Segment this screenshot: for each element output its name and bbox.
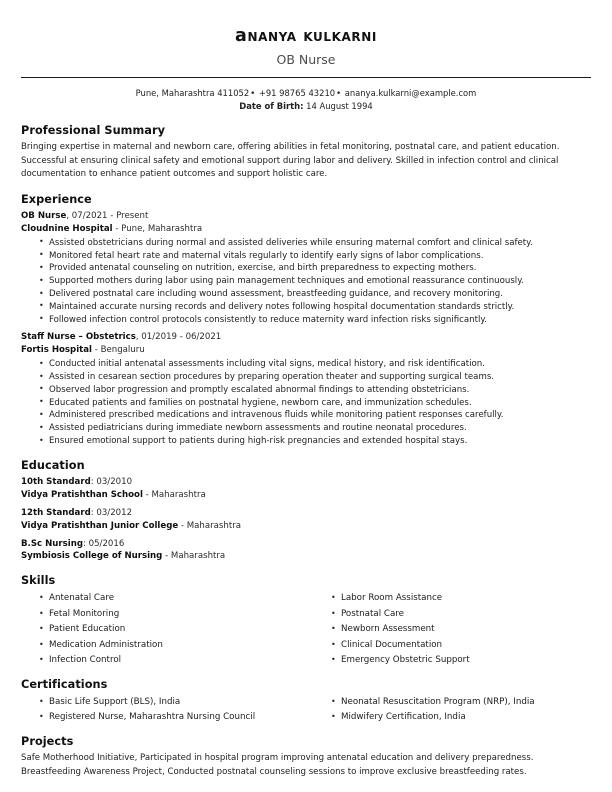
experience-bullet: • Assisted in cesarean section procedures by preparing operation theater and supporting surgical teams.	[49, 371, 591, 384]
skill-item: • Fetal Monitoring	[49, 607, 313, 622]
education-degree-line	[21, 507, 591, 520]
contact-email[interactable]: ananya.kulkarni@example.com	[344, 88, 477, 99]
education-place: - Maharashtra	[178, 520, 242, 531]
project-line: Breastfeeding Awareness Project, Conducted postnatal counseling sessions to improve exclusive breastfeeding rates.	[21, 766, 527, 777]
skill-item: • Newborn Assessment	[341, 622, 605, 637]
section-professional-summary	[21, 124, 591, 182]
education-school: Vidya Pratishthan Junior College	[21, 520, 179, 531]
experience-place: - Bengaluru	[92, 345, 145, 356]
education-school: Vidya Pratishthan School	[21, 489, 143, 500]
certifications-columns	[21, 695, 591, 726]
skill-item: • Infection Control	[49, 653, 313, 668]
education-school-line	[21, 550, 591, 563]
skill-item: • Postnatal Care	[341, 607, 605, 622]
skill-item: • Patient Education	[49, 622, 313, 637]
experience-bullet: • Followed infection control protocols consistently to reduce maternity ward infection risks significantly.	[49, 314, 591, 327]
section-education	[21, 459, 591, 563]
education-heading: Education	[21, 458, 85, 472]
experience-bullet: • Provided antenatal counseling on nutrition, exercise, and birth preparedness to expecting mothers.	[49, 262, 591, 275]
skills-column-right	[313, 591, 605, 668]
section-certifications	[21, 678, 591, 726]
education-degree: B.Sc Nursing	[21, 538, 83, 549]
header-divider	[21, 77, 591, 78]
education-degree-line	[21, 476, 591, 489]
project-line: Safe Motherhood Initiative, Participated in hospital program improving antenatal education and delivery preparedness.	[21, 753, 534, 763]
certifications-column-left	[21, 695, 313, 726]
certifications-column-right	[313, 695, 605, 726]
experience-heading: Experience	[21, 193, 92, 206]
skills-columns	[21, 591, 591, 668]
resume-header	[21, 0, 591, 67]
experience-bullet: • Assisted obstetricians during normal and assisted deliveries while ensuring maternal comfort and clinical safety.	[49, 237, 591, 250]
date-of-birth-line	[21, 100, 591, 113]
skills-list-right	[313, 591, 605, 668]
contact-line	[21, 87, 591, 113]
summary-heading: Professional Summary	[21, 124, 166, 138]
section-skills	[21, 574, 591, 669]
education-school-line	[21, 520, 591, 533]
summary-text: Bringing expertise in maternal and newborn care, offering abilities in fetal monitoring, postnatal care, and patient education. Successful at ensuring clinical safety and emotional support during labor and delivery. Skilled in infection control and clinical documentation to enhance patient outcomes and support holistic care.	[21, 142, 560, 180]
experience-bullet: • Administered prescribed medications and intravenous fluids while monitoring patient responses carefully.	[49, 409, 591, 422]
certification-item: • Midwifery Certification, India	[341, 710, 605, 725]
skills-heading: Skills	[21, 574, 56, 588]
certifications-heading: Certifications	[21, 677, 108, 691]
experience-employer: Cloudnine Hospital	[21, 224, 113, 234]
experience-employer: Fortis Hospital	[21, 345, 92, 356]
experience-bullet: • Educated patients and families on postnatal hygiene, newborn care, and immunization schedules.	[49, 397, 591, 410]
experience-entry	[21, 331, 591, 447]
section-experience	[21, 193, 591, 448]
education-entry	[21, 507, 591, 533]
projects-heading: Projects	[21, 734, 74, 748]
skill-item: • Clinical Documentation	[341, 638, 605, 653]
education-school: Symbiosis College of Nursing	[21, 551, 163, 562]
experience-role-line	[21, 331, 591, 344]
dob-label: Date of Birth:	[239, 101, 304, 112]
skill-item: • Labor Room Assistance	[341, 591, 605, 606]
education-school-line	[21, 489, 591, 502]
education-entry	[21, 476, 591, 502]
candidate-name: ananya kulkarni	[235, 26, 377, 46]
experience-dates: , 01/2019 - 06/2021	[135, 332, 222, 343]
skills-list-left	[21, 591, 313, 668]
candidate-job-title: OB Nurse	[276, 52, 336, 68]
contact-separator-2: •	[336, 88, 342, 99]
experience-bullet: • Conducted initial antenatal assessments including vital signs, medical history, and risk identification.	[49, 358, 591, 371]
experience-bullet: • Maintained accurate nursing records and delivery notes following hospital documentation standards strictly.	[49, 301, 591, 314]
experience-role: OB Nurse	[21, 211, 67, 222]
experience-bullet: • Observed labor progression and promptly escalated abnormal findings to attending obstetricians.	[49, 384, 591, 397]
education-place: - Maharashtra	[162, 551, 226, 562]
certification-item: • Basic Life Support (BLS), India	[49, 695, 313, 710]
education-place: - Maharashtra	[142, 489, 206, 500]
experience-employer-line	[21, 223, 591, 236]
education-degree-line	[21, 538, 591, 551]
experience-role-line	[21, 210, 591, 223]
contact-location: Pune, Maharashtra 411052	[135, 88, 250, 99]
contact-phone: +91 98765 43210	[258, 88, 336, 99]
education-degree: 10th Standard	[21, 476, 91, 487]
experience-bullet: • Delivered postnatal care including wound assessment, breastfeeding guidance, and recovery monitoring.	[49, 288, 591, 301]
certifications-list-right	[313, 695, 605, 726]
education-entry	[21, 538, 591, 564]
experience-bullet: • Assisted pediatricians during immediate newborn assessments and routine neonatal procedures.	[49, 422, 591, 435]
education-date: : 03/2012	[90, 507, 133, 518]
certification-item: • Neonatal Resuscitation Program (NRP), India	[341, 695, 605, 710]
experience-entry	[21, 210, 591, 326]
contact-separator-1: •	[250, 88, 256, 99]
skill-item: • Emergency Obstetric Support	[341, 653, 605, 668]
section-projects	[21, 735, 591, 780]
dob-value: 14 August 1994	[306, 101, 373, 112]
experience-place: - Pune, Maharashtra	[112, 224, 203, 234]
education-degree: 12th Standard	[21, 507, 91, 518]
experience-bullet: • Monitored fetal heart rate and maternal vitals regularly to identify early signs of labor complications.	[49, 250, 591, 263]
experience-employer-line	[21, 344, 591, 357]
education-date: : 05/2016	[82, 538, 125, 549]
experience-dates: , 07/2021 - Present	[66, 211, 149, 222]
experience-bullet-list	[21, 237, 591, 327]
experience-bullet-list	[21, 358, 591, 448]
experience-bullet: • Ensured emotional support to patients during high-risk pregnancies and extended hospital stays.	[49, 435, 591, 448]
experience-bullet: • Supported mothers during labor using pain management techniques and emotional reassurance continuously.	[49, 275, 591, 288]
skill-item: • Antenatal Care	[49, 591, 313, 606]
experience-role: Staff Nurse – Obstetrics	[21, 332, 136, 343]
certifications-list-left	[21, 695, 313, 726]
certification-item: • Registered Nurse, Maharashtra Nursing Council	[49, 710, 313, 725]
skill-item: • Medication Administration	[49, 638, 313, 653]
education-date: : 03/2010	[90, 476, 133, 487]
skills-column-left	[21, 591, 313, 668]
